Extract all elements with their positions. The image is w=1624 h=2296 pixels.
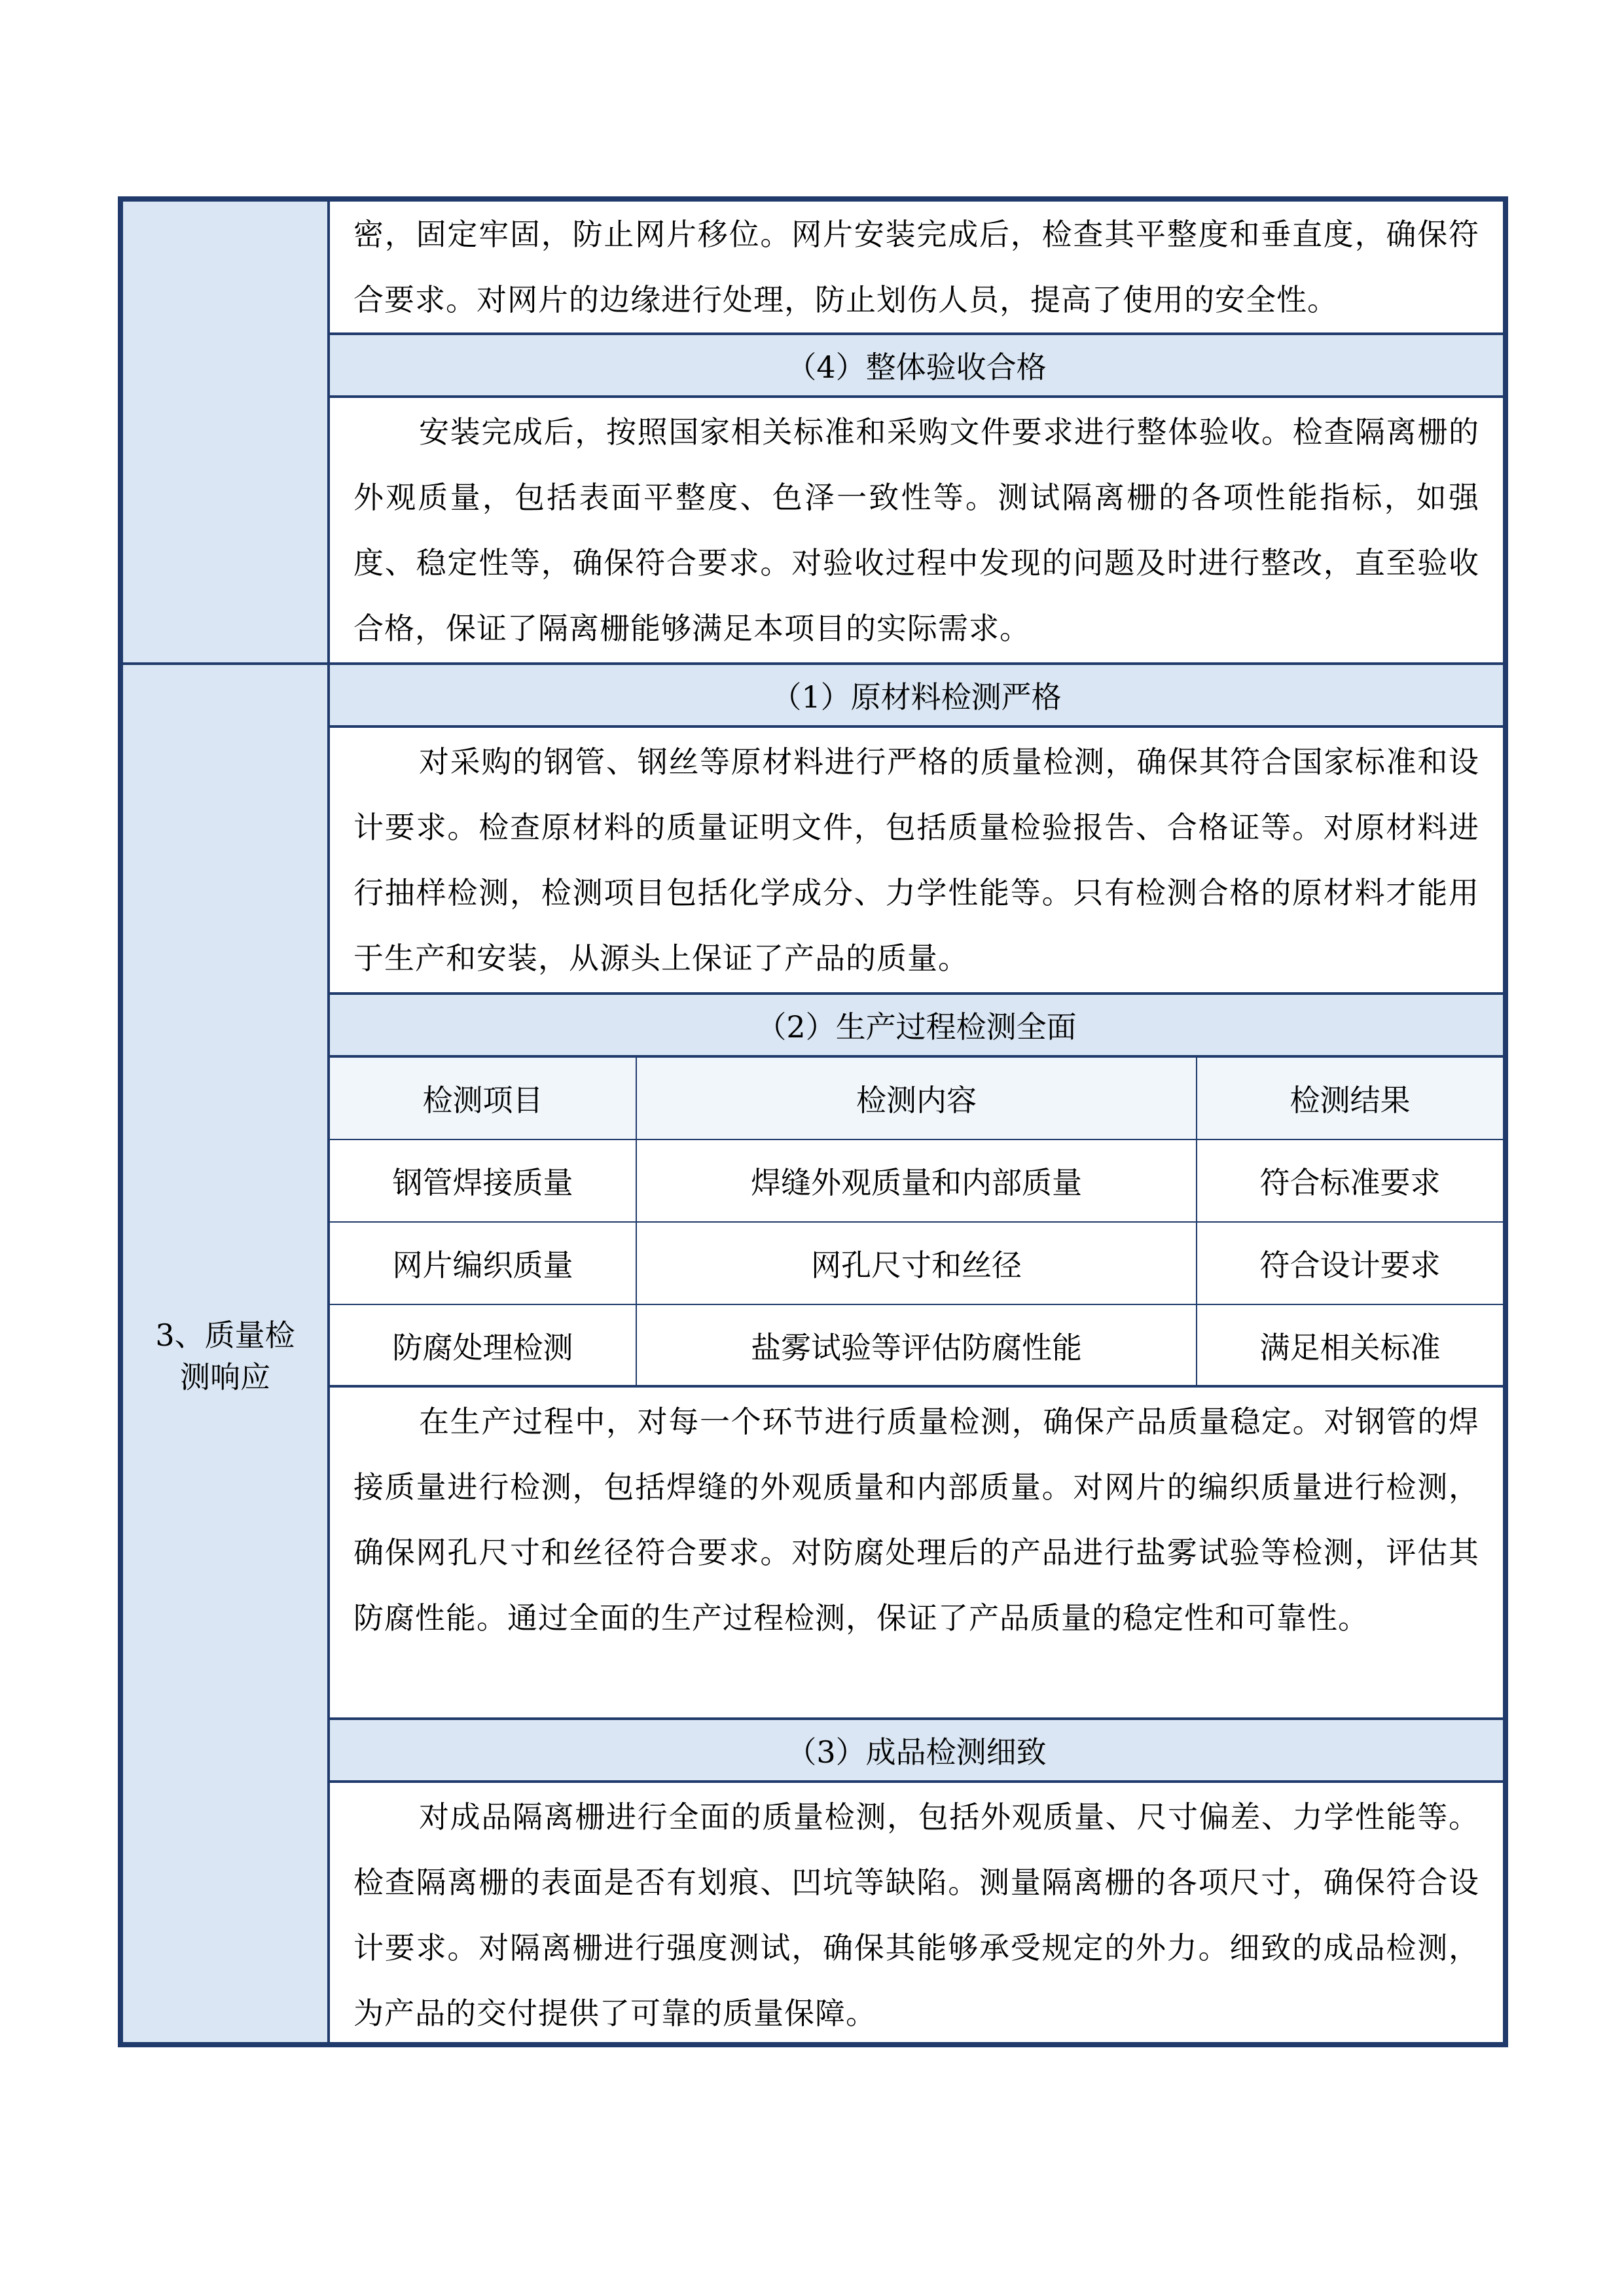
response-table bbox=[118, 196, 1508, 2047]
inspection-table bbox=[330, 1058, 1503, 1386]
sub3-heading: （3）成品检测细致 bbox=[330, 1717, 1503, 1780]
table-cell: 钢管焊接质量 bbox=[330, 1139, 636, 1222]
table-cell: 盐雾试验等评估防腐性能 bbox=[636, 1304, 1197, 1386]
table-header-cell: 检测项目 bbox=[330, 1058, 636, 1139]
table-cell: 网孔尺寸和丝径 bbox=[636, 1222, 1197, 1304]
inspection-table-cell bbox=[330, 1055, 1503, 1385]
left-label-column bbox=[123, 202, 330, 2042]
table-cell: 网片编织质量 bbox=[330, 1222, 636, 1304]
sub2-paragraph: 在生产过程中，对每一个环节进行质量检测，确保产品质量稳定。对钢管的焊接质量进行检测，包括焊缝的外观质量和内部质量。对网片的编织质量进行检测，确保网孔尺寸和丝径符合要求。对防腐处理后的产品进行盐雾试验等检测，评估其防腐性能。通过全面的生产过程检测，保证了产品质量的稳定性和可靠性。 bbox=[353, 1404, 1479, 1636]
table-cell: 满足相关标准 bbox=[1197, 1304, 1503, 1386]
sub2-heading: （2）生产过程检测全面 bbox=[330, 992, 1503, 1055]
sub1-paragraph: 对采购的钢管、钢丝等原材料进行严格的质量检测，确保其符合国家标准和设计要求。检查原材料的质量证明文件，包括质量检验报告、合格证等。对原材料进行抽样检测，检测项目包括化学成分、力学性能等。只有检测合格的原材料才能用于生产和安装，从源头上保证了产品的质量。 bbox=[353, 744, 1479, 976]
table-header-cell: 检测结果 bbox=[1197, 1058, 1503, 1139]
table-cell: 焊缝外观质量和内部质量 bbox=[636, 1139, 1197, 1222]
table-header-row bbox=[330, 1058, 1503, 1139]
sub2-cell bbox=[330, 1385, 1503, 1717]
sub4-paragraph: 安装完成后，按照国家相关标准和采购文件要求进行整体验收。检查隔离栅的外观质量，包括表面平整度、色泽一致性等。测试隔离栅的各项性能指标，如强度、稳定性等，确保符合要求。对验收过程中发现的问题及时进行整改，直至验收合格，保证了隔离栅能够满足本项目的实际需求。 bbox=[353, 414, 1479, 646]
sub1-cell bbox=[330, 725, 1503, 992]
continuation-cell bbox=[330, 202, 1503, 332]
right-content-column bbox=[330, 202, 1503, 2042]
sub4-cell bbox=[330, 395, 1503, 662]
section-3-label-line-2: 测响应 bbox=[180, 1359, 270, 1395]
sub3-paragraph: 对成品隔离栅进行全面的质量检测，包括外观质量、尺寸偏差、力学性能等。检查隔离栅的表面是否有划痕、凹坑等缺陷。测量隔离栅的各项尺寸，确保符合设计要求。对隔离栅进行强度测试，确保其能够承受规定的外力。细致的成品检测，为产品的交付提供了可靠的质量保障。 bbox=[353, 1799, 1479, 2031]
left-column-divider bbox=[123, 662, 330, 665]
table-row bbox=[330, 1304, 1503, 1386]
table-cell: 防腐处理检测 bbox=[330, 1304, 636, 1386]
table-cell: 符合标准要求 bbox=[1197, 1139, 1503, 1222]
sub1-heading: （1）原材料检测严格 bbox=[330, 662, 1503, 725]
sub3-cell bbox=[330, 1780, 1503, 2042]
section-3-label-line-1: 3、质量检 bbox=[155, 1318, 295, 1353]
continuation-paragraph: 密，固定牢固，防止网片移位。网片安装完成后，检查其平整度和垂直度，确保符合要求。对网片的边缘进行处理，防止划伤人员，提高了使用的安全性。 bbox=[353, 217, 1479, 317]
table-row bbox=[330, 1222, 1503, 1304]
table-cell: 符合设计要求 bbox=[1197, 1222, 1503, 1304]
table-row bbox=[330, 1139, 1503, 1222]
table-header-cell: 检测内容 bbox=[636, 1058, 1197, 1139]
sub4-heading: （4）整体验收合格 bbox=[330, 332, 1503, 395]
